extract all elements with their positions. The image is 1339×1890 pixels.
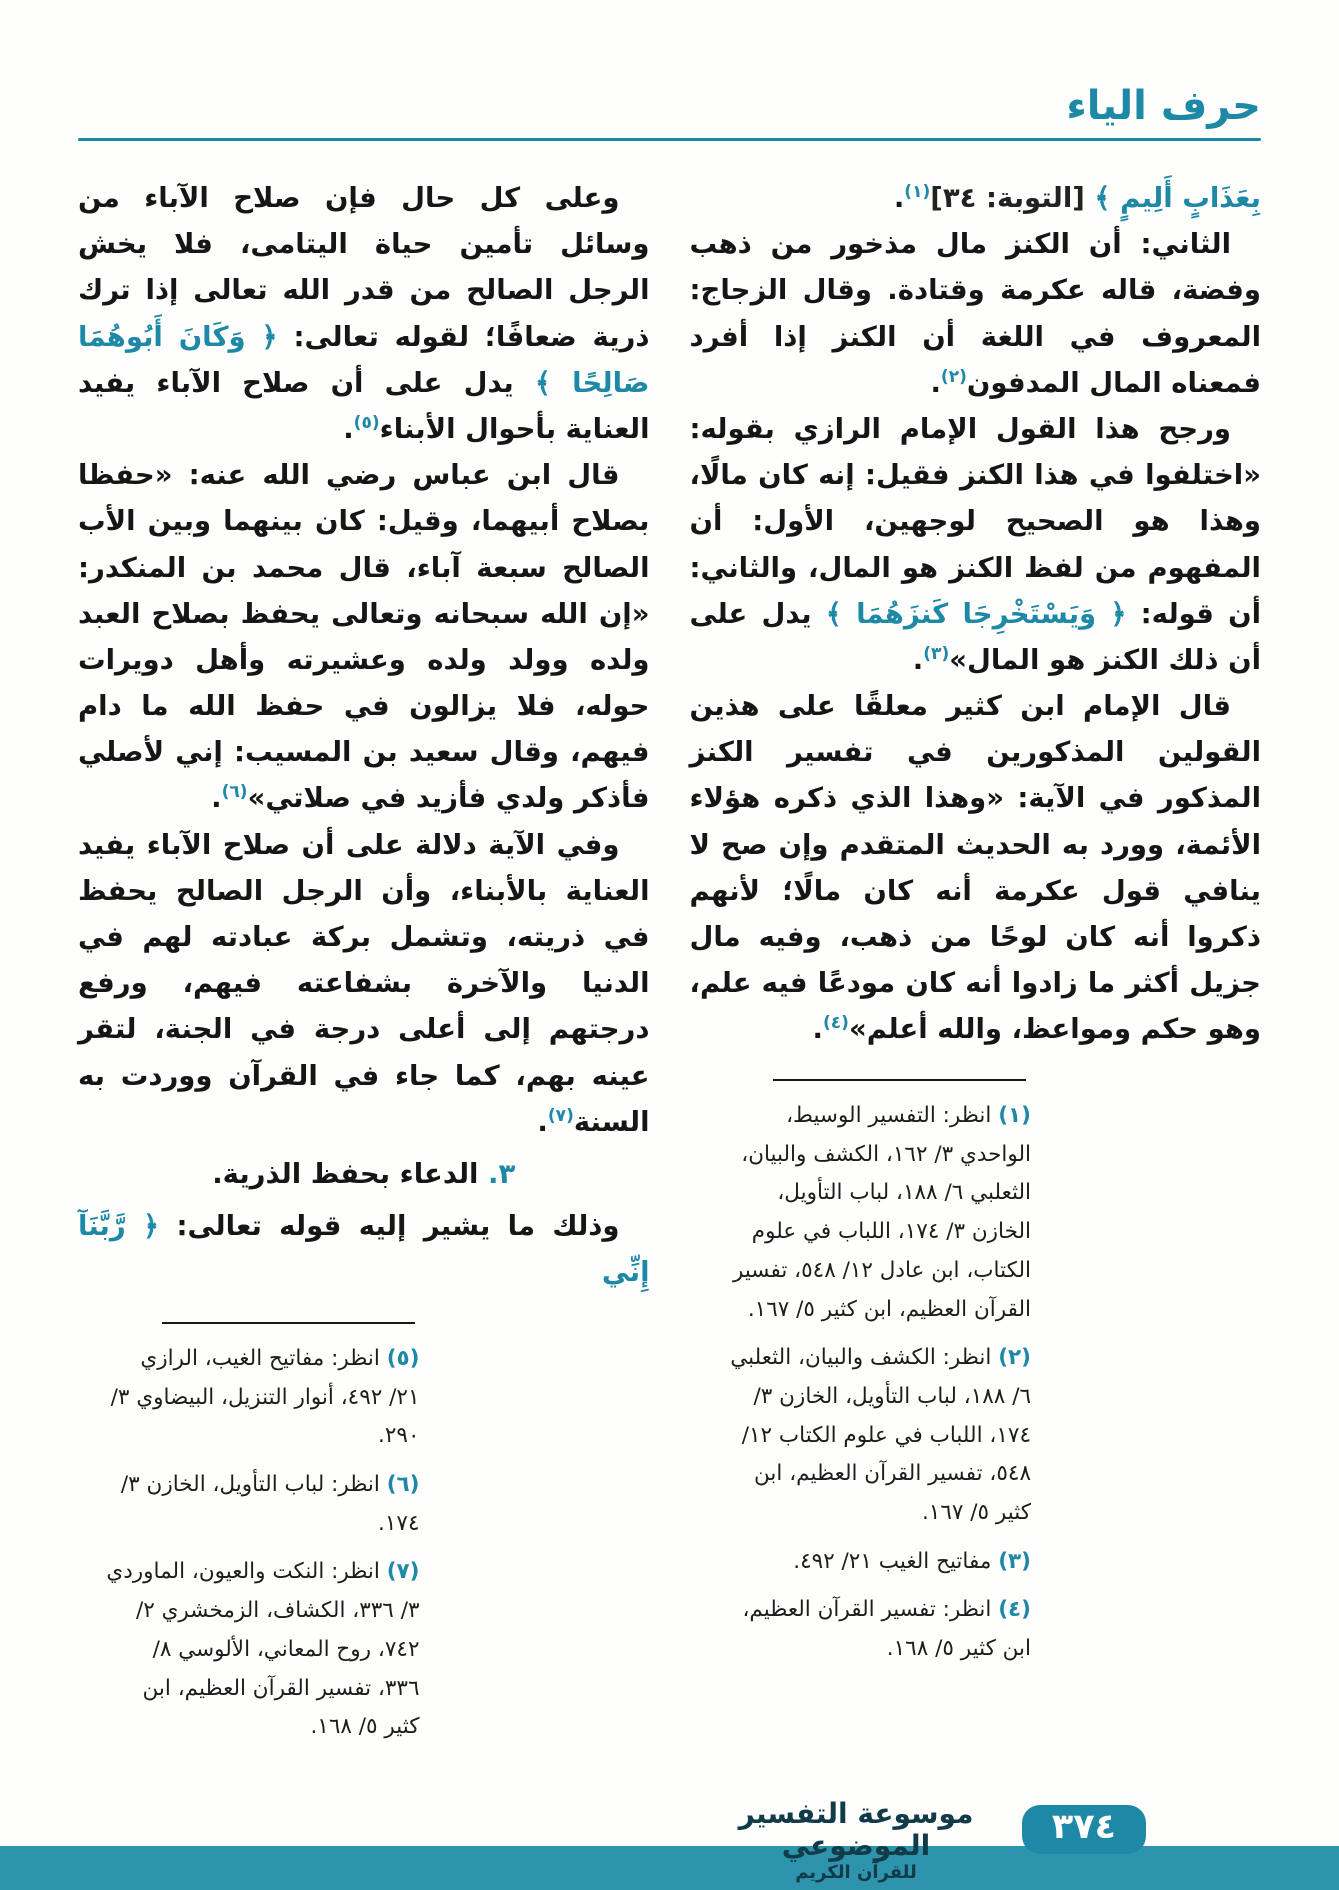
footnote-number: (٧)	[386, 1559, 420, 1585]
paragraph-text: وذلك ما يشير إليه قوله تعالى:	[159, 1210, 620, 1243]
footnote	[716, 1543, 1031, 1582]
period: .	[893, 182, 905, 214]
footnotes-right	[690, 1079, 1262, 1669]
column-right	[690, 175, 1262, 1679]
footnote-marker: (٤)	[822, 1013, 849, 1034]
period: .	[343, 412, 354, 445]
verse-reference: [التوبة: ٣٤]	[930, 182, 1095, 214]
footnote-number: (٣)	[998, 1548, 1031, 1574]
footnote	[105, 1466, 420, 1543]
paragraph-text: يدل على أن ذلك الكنز هو المال»	[689, 597, 1261, 676]
paragraph	[78, 175, 650, 452]
footnotes-left	[78, 1322, 650, 1747]
footnote-number: (١)	[998, 1103, 1031, 1129]
paragraph-text: أن الكنز مال مذخور من ذهب وفضة، قاله عكرمة وقتادة. وقال الزجاج: المعروف في اللغة أن الكنز إذا أفرد فمعناه المال المدفون	[689, 228, 1261, 399]
footnote-marker: (١)	[904, 181, 931, 202]
sub-heading	[78, 1151, 650, 1197]
footnote-number: (٤)	[998, 1597, 1031, 1623]
column-left	[78, 175, 650, 1757]
footnote-separator	[162, 1322, 415, 1325]
period: .	[912, 643, 924, 676]
paragraph-text: قال الإمام ابن كثير معلقًا على هذين القولين المذكورين في تفسير الكنز المذكور في الآية: «وهذا الذي ذكره هؤلاء الأئمة، وورد به الحديث المتقدم وإن صح لا ينافي قول عكرمة أنه كان مالًا؛ لأنهم ذكروا أنه كان لوحًا من ذهب، وفيه مال جزيل أكثر ما زادوا أنه كان مودعًا فيه علم، وهو حكم ومواعظ، والله أعلم»	[689, 690, 1261, 1046]
footnote-text: انظر: تفسير القرآن العظيم، ابن كثير ٥/ ١٦٨.	[742, 1597, 1031, 1661]
footnote-marker: (٧)	[547, 1105, 574, 1126]
paragraph	[78, 452, 650, 822]
period: .	[537, 1105, 548, 1138]
paragraph-text: وفي الآية دلالة على أن صلاح الآباء يفيد العناية بالأبناء، وأن الرجل الصالح يحفظ في ذريته، وتشمل بركة عبادته لهم في الدنيا والآخرة بشفاعته فيهم، ورفع درجتهم إلى أعلى درجة في الجنة، لتقر عينه بهم، كما جاء في القرآن ووردت به السنة	[78, 828, 650, 1138]
section-letter-title: حرف الياء	[1066, 83, 1261, 129]
footnote-number: (٥)	[386, 1346, 420, 1371]
footnote-marker: (٥)	[353, 412, 380, 433]
footnote	[716, 1097, 1031, 1329]
footnote	[105, 1340, 420, 1456]
paragraph-text: ورجح هذا القول الإمام الرازي بقوله: «اختلفوا في هذا الكنز فقيل: إنه كان مالًا، وهذا هو الصحيح لوجهين، الأول: أن المفهوم من لفظ الكنز هو المال، والثاني: أن قوله:	[689, 412, 1261, 630]
page-number-badge: ٣٧٤	[1022, 1805, 1146, 1855]
page-header	[0, 0, 1339, 141]
footnote	[716, 1339, 1031, 1532]
page-footer	[0, 1760, 1339, 1890]
period: .	[930, 366, 941, 399]
footnote-text: انظر: لباب التأويل، الخازن ٣/ ١٧٤.	[120, 1472, 420, 1536]
text-columns	[0, 141, 1339, 1757]
book-logo	[721, 1798, 991, 1884]
period: .	[211, 782, 222, 815]
quran-quote: ﴿ وَكَانَ أَبُوهُمَا صَالِحًا ﴾	[78, 320, 650, 399]
quran-quote: ﴿ رَّبَّنَآ إِنِّي	[78, 1210, 650, 1289]
footnote-marker: (٣)	[923, 643, 950, 664]
footnote-number: (٦)	[386, 1472, 420, 1498]
paragraph	[690, 406, 1262, 683]
paragraph-text: قال ابن عباس رضي الله عنه: «حفظا بصلاح أبيهما، وقيل: كان بينهما وبين الأب الصالح سبعة آباء، قال محمد بن المنكدر: «إن الله سبحانه وتعالى يحفظ بصلاح العبد ولده وولد ولده وعشيرته وأهل دويرات حوله، فلا يزالون في حفظ الله ما دام فيهم، وقال سعيد بن المسيب: إني لأصلي فأذكر ولدي فأزيد في صلاتي»	[78, 459, 650, 815]
lead-word: الثاني:	[1140, 228, 1231, 261]
period: .	[812, 1013, 823, 1046]
footnote	[716, 1591, 1031, 1668]
footnote-text: انظر: مفاتيح الغيب، الرازي ٢١/ ٤٩٢، أنوار التنزيل، البيضاوي ٣/ ٢٩٠.	[110, 1346, 420, 1449]
logo-title: موسوعة التفسير الموضوعي	[738, 1797, 974, 1863]
paragraph-text: وعلى كل حال فإن صلاح الآباء من وسائل تأمين حياة اليتامى، فلا يخش الرجل الصالح من قدر الله تعالى إذا ترك ذرية ضعافًا؛ لقوله تعالى:	[78, 182, 650, 353]
footnote-separator	[773, 1079, 1026, 1082]
paragraph	[78, 1203, 650, 1295]
footnote-text: انظر: النكت والعيون، الماوردي ٣/ ٣٣٦، الكشاف، الزمخشري ٢/ ٧٤٢، روح المعاني، الألوسي ٨/ ٣٣٦، تفسير القرآن العظيم، ابن كثير ٥/ ١٦٨.	[106, 1559, 420, 1740]
paragraph	[690, 221, 1262, 406]
footnote-list	[105, 1340, 420, 1747]
paragraph-text: يدل على أن صلاح الآباء يفيد العناية بأحوال الأبناء	[78, 366, 650, 445]
footer-band	[0, 1846, 1339, 1890]
heading-text: الدعاء بحفظ الذرية.	[212, 1157, 489, 1190]
quran-quote: بِعَذَابٍ أَلِيمٍ ﴾	[1094, 182, 1261, 214]
footnote	[105, 1553, 420, 1746]
logo-subtitle: للقرآن الكريم	[795, 1862, 917, 1884]
footnote-text: انظر: الكشف والبيان، الثعلبي ٦/ ١٨٨، لباب التأويل، الخازن ٣/ ١٧٤، اللباب في علوم الكتاب ١٢/ ٥٤٨، تفسير القرآن العظيم، ابن كثير ٥/ ١٦٧.	[730, 1345, 1031, 1525]
footnote-text: انظر: التفسير الوسيط، الواحدي ٣/ ١٦٢، الكشف والبيان، الثعلبي ٦/ ١٨٨، لباب التأويل، الخازن ٣/ ١٧٤، اللباب في علوم الكتاب، ابن عادل ١٢/ ٥٤٨، تفسير القرآن العظيم، ابن كثير ٥/ ١٦٧.	[732, 1103, 1031, 1322]
footnote-marker: (٦)	[221, 782, 248, 803]
footnote-list	[716, 1097, 1031, 1669]
paragraph-verse-tail	[690, 175, 1262, 221]
footnote-marker: (٢)	[940, 366, 967, 387]
footnote-text: مفاتيح الغيب ٢١/ ٤٩٢.	[793, 1548, 992, 1574]
paragraph	[78, 822, 650, 1145]
footnote-number: (٢)	[998, 1345, 1031, 1371]
paragraph	[690, 683, 1262, 1053]
quran-quote: ﴿ وَيَسْتَخْرِجَا كَنزَهُمَا ﴾	[825, 597, 1127, 630]
heading-number: ٣.	[488, 1157, 516, 1190]
